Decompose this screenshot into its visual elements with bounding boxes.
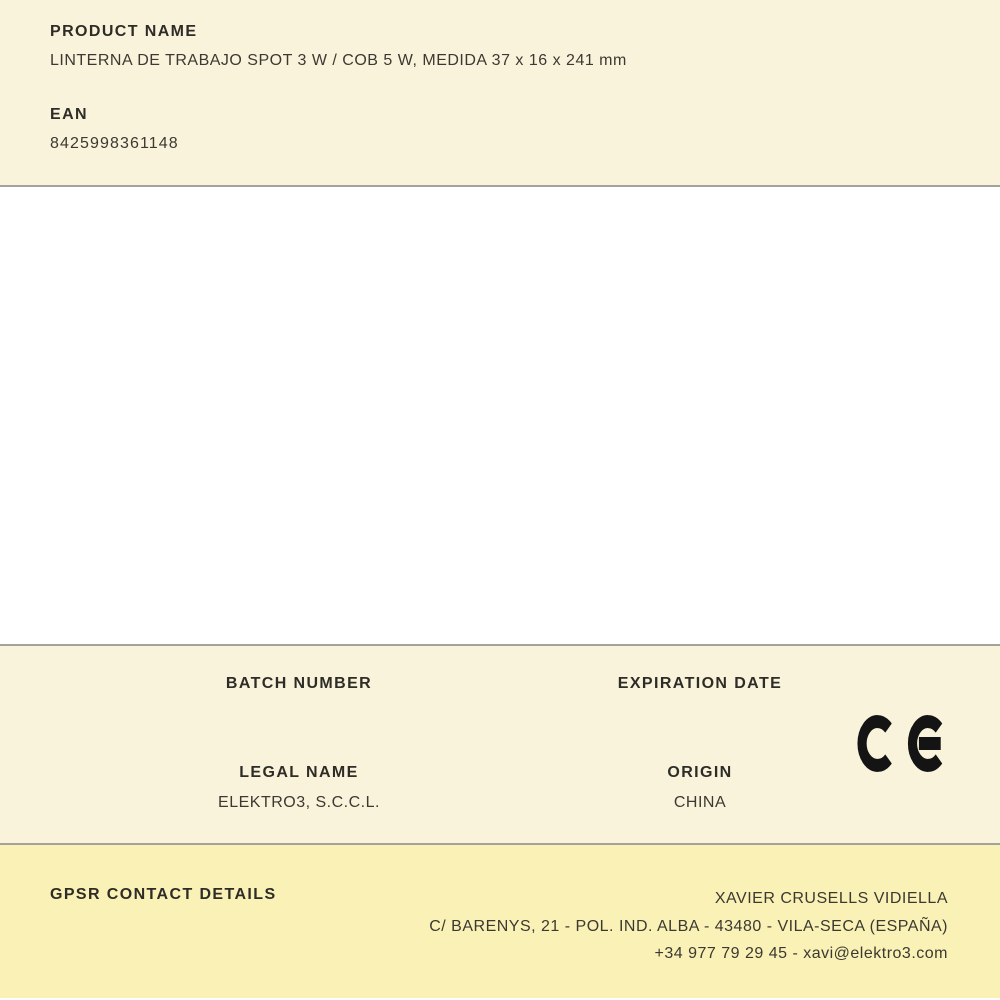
contact-phone-email: +34 977 79 29 45 - xavi@elektro3.com	[654, 945, 948, 962]
traceability-section	[0, 646, 1000, 843]
origin-label: ORIGIN	[667, 764, 733, 781]
contact-address: C/ BARENYS, 21 - POL. IND. ALBA - 43480 - VILA-SECA (ESPAÑA)	[429, 917, 948, 935]
contact-person-name: XAVIER CRUSELLS VIDIELLA	[714, 890, 948, 907]
blank-area	[0, 187, 1000, 644]
gpsr-contact-block	[429, 885, 948, 968]
ean-label: EAN	[50, 106, 88, 123]
expiration-date-label: EXPIRATION DATE	[617, 675, 783, 692]
product-section	[0, 0, 1000, 185]
product-name-label: PRODUCT NAME	[50, 23, 198, 40]
batch-number-label: BATCH NUMBER	[225, 675, 373, 692]
ean-field	[50, 105, 950, 154]
product-name-value: LINTERNA DE TRABAJO SPOT 3 W / COB 5 W, MEDIDA 37 x 16 x 241 mm	[50, 52, 627, 69]
product-name-field	[50, 22, 950, 71]
legal-name-label: LEGAL NAME	[239, 764, 359, 781]
gpsr-contact-label: GPSR CONTACT DETAILS	[50, 886, 277, 903]
ce-marking-icon	[857, 711, 943, 776]
origin-value: CHINA	[673, 794, 727, 811]
legal-name-value: ELEKTRO3, S.C.C.L.	[218, 794, 380, 811]
ean-value: 8425998361148	[50, 135, 179, 152]
gpsr-contact-section	[0, 845, 1000, 998]
